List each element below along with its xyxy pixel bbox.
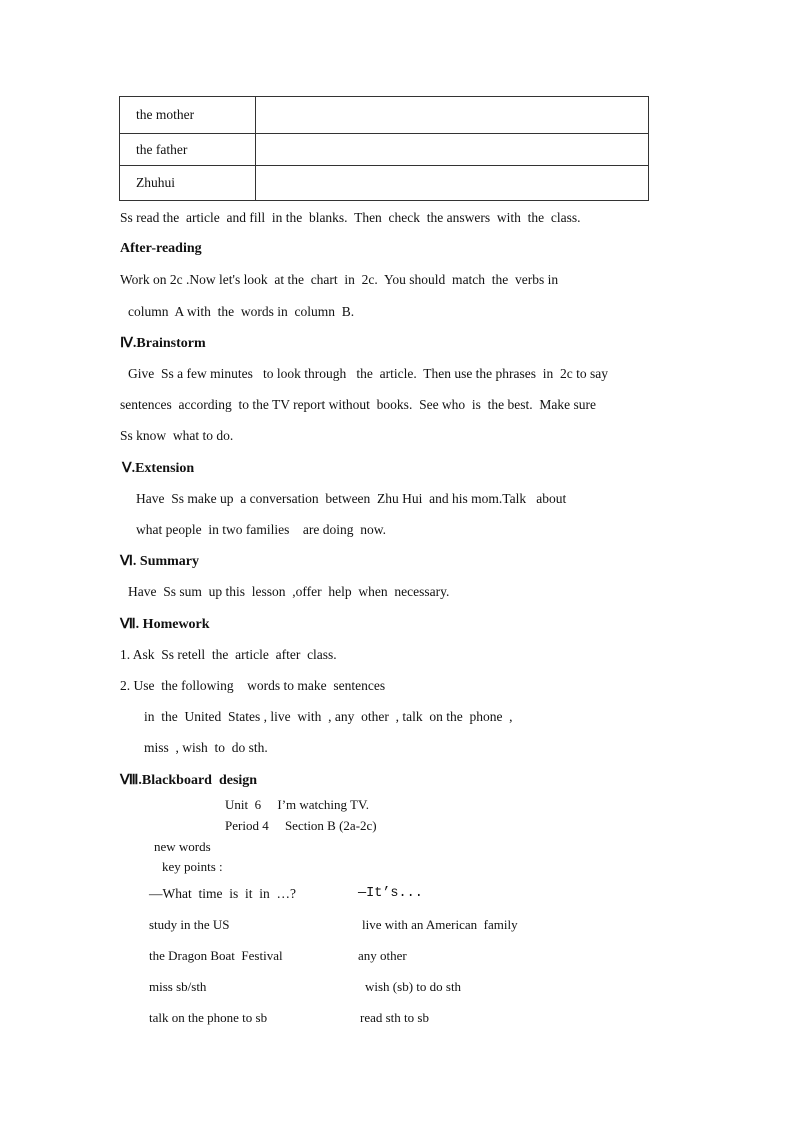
family-activity-table (119, 96, 649, 201)
blackboard-phrase: miss sb/sth (149, 979, 207, 994)
instruction-text: Work on 2c .Now let's look at the chart in 2c. You should match the verbs in (120, 272, 559, 287)
table-cell-blank[interactable] (256, 166, 649, 201)
blackboard-heading: Ⅷ.Blackboard design (120, 773, 258, 788)
instruction-text: what people in two families are doing now. (136, 522, 386, 537)
blackboard-phrase: read sth to sb (360, 1010, 429, 1025)
table-cell-blank[interactable] (256, 134, 649, 166)
table-row (120, 166, 649, 201)
blackboard-phrase: wish (sb) to do sth (365, 979, 462, 994)
instruction-text: Have Ss make up a conversation between Zhu Hui and his mom.Talk about (136, 491, 567, 506)
homework-phrase-list: in the United States , live with , any other , talk on the phone , (144, 709, 513, 724)
table-cell-name: the mother (120, 97, 256, 134)
instruction-text: Give Ss a few minutes to look through the article. Then use the phrases in 2c to say (128, 366, 609, 381)
homework-heading: Ⅶ. Homework (120, 617, 210, 632)
blackboard-phrase: any other (358, 948, 407, 963)
after-reading-heading: After-reading (120, 241, 202, 256)
homework-item: 2. Use the following words to make sentences (120, 678, 386, 693)
blackboard-new-words: new words (154, 839, 211, 854)
blackboard-unit: Unit 6 I’m watching TV. (225, 797, 369, 812)
blackboard-period: Period 4 Section B (2a-2c) (225, 818, 377, 833)
blackboard-phrase: live with an American family (362, 917, 518, 932)
instruction-text: Ss know what to do. (120, 428, 234, 443)
homework-item: 1. Ask Ss retell the article after class. (120, 647, 337, 662)
table-cell-blank[interactable] (256, 97, 649, 134)
extension-heading: Ⅴ.Extension (122, 461, 195, 476)
summary-heading: Ⅵ. Summary (120, 554, 200, 569)
blackboard-answer: —It’s... (358, 886, 423, 901)
homework-phrase-list: miss , wish to do sth. (144, 740, 268, 755)
table-row (120, 97, 649, 134)
instruction-text: Ss read the article and fill in the blanks. Then check the answers with the class. (120, 210, 581, 225)
table-row (120, 134, 649, 166)
brainstorm-heading: Ⅳ.Brainstorm (120, 336, 206, 351)
table-cell-name: the father (120, 134, 256, 166)
instruction-text: Have Ss sum up this lesson ,offer help when necessary. (128, 584, 450, 599)
blackboard-phrase: study in the US (149, 917, 230, 932)
instruction-text: sentences according to the TV report without books. See who is the best. Make sure (120, 397, 597, 412)
blackboard-question: —What time is it in …? (149, 886, 296, 901)
table-cell-name: Zhuhui (120, 166, 256, 201)
blackboard-phrase: the Dragon Boat Festival (149, 948, 283, 963)
blackboard-key-points: key points : (162, 859, 223, 874)
instruction-text: column A with the words in column B. (128, 304, 355, 319)
blackboard-phrase: talk on the phone to sb (149, 1010, 268, 1025)
